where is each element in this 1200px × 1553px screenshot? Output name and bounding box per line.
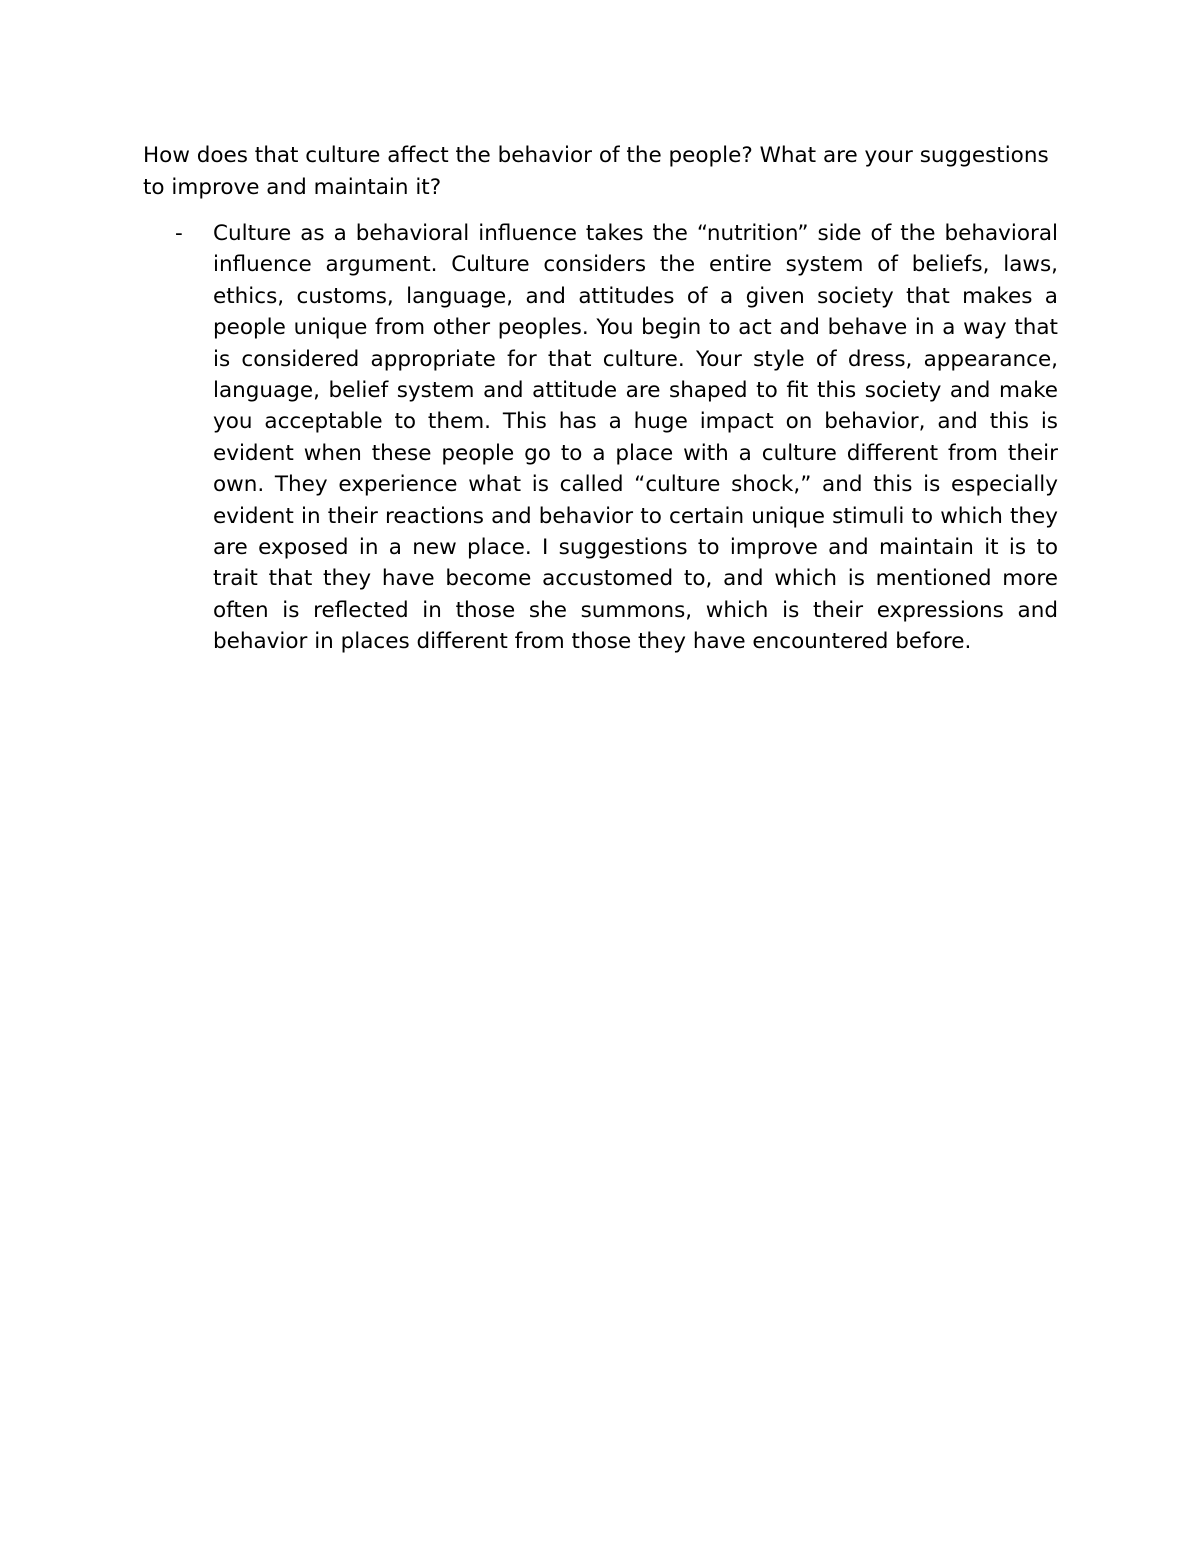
bullet-marker: -: [175, 221, 183, 246]
question-text: How does that culture affect the behavior of the people? What are your suggestions to improve and maintain it?: [143, 143, 1049, 200]
answer-paragraph: Culture as a behavioral influence takes the “nutrition” side of the behavioral influence argument. Culture considers the entire system of beliefs, laws, ethics, customs, language, and attitudes of a given society that makes a people unique from other peoples. You begin to act and behave in a way that is considered appropriate for that culture. Your style of dress, appearance, language, belief system and attitude are shaped to fit this society and make you acceptable to them. This has a huge impact on behavior, and this is evident when these people go to a place with a culture different from their own. They experience what is called “culture shock,” and this is especially evident in their reactions and behavior to certain unique stimuli to which they are exposed in a new place. I suggestions to improve and maintain it is to trait that they have become accustomed to, and which is mentioned more often is reflected in those she summons, which is their expressions and behavior in places different from those they have encountered before.: [213, 221, 1058, 655]
